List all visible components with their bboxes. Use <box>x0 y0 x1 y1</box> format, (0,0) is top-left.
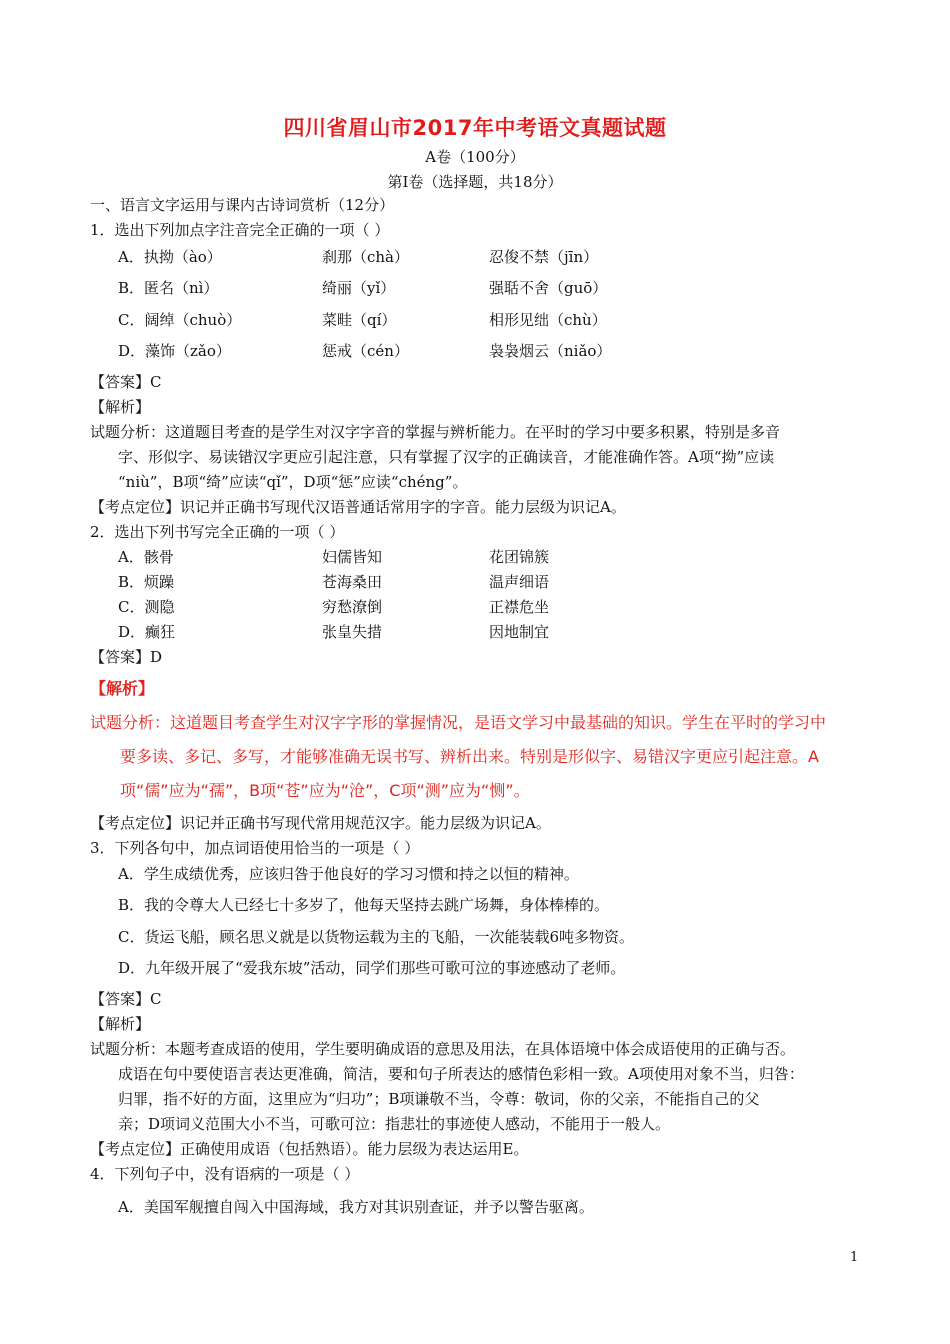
q4-option-a: A．美国军舰擅自闯入中国海域，我方对其识别查证，并予以警告驱离。 <box>118 1198 594 1216</box>
q2-option-c-1: C．测隐 <box>118 598 175 616</box>
q2-option-b-3: 温声细语 <box>489 573 550 591</box>
q1-stem: 1．选出下列加点字注音完全正确的一项（ ） <box>90 221 390 239</box>
q2-option-c-2: 穷愁潦倒 <box>322 598 383 616</box>
q1-analysis-line: 字、形似字、易读错汉字更应引起注意，只有掌握了汉字的正确读音，才能准确作答。A项“拗”应读 <box>118 448 775 466</box>
q3-option-b: B．我的令尊大人已经七十多岁了，他每天坚持去跳广场舞，身体棒棒的。 <box>118 896 610 914</box>
q3-point: 【考点定位】正确使用成语（包括熟语）。能力层级为表达运用E。 <box>90 1140 529 1158</box>
page-number: 1 <box>850 1250 859 1265</box>
q1-option-d-3: 袅袅烟云（niǎo） <box>489 342 612 360</box>
q2-option-a-2: 妇儒皆知 <box>322 548 383 566</box>
q4-stem: 4．下列句子中，没有语病的一项是（ ） <box>90 1165 360 1183</box>
q3-option-c: C．货运飞船，顾名思义就是以货物运载为主的飞船，一次能装载6吨多物资。 <box>118 928 635 946</box>
q2-option-d-3: 因地制宜 <box>489 623 550 641</box>
q1-option-c-2: 菜畦（qí） <box>322 311 397 329</box>
q3-analysis-line: 试题分析：本题考查成语的使用，学生要明确成语的意思及用法，在具体语境中体会成语使用的正确与否。 <box>90 1040 796 1058</box>
q1-option-d-1: D．藻饰（zǎo） <box>118 342 231 360</box>
q3-answer: 【答案】C <box>90 990 162 1008</box>
q3-analysis-label: 【解析】 <box>90 1015 151 1033</box>
q1-option-a-2: 刹那（chà） <box>322 248 410 266</box>
q1-analysis-label: 【解析】 <box>90 398 151 416</box>
q1-option-a-1: A．执拗（ào） <box>118 248 222 266</box>
q3-option-a: A．学生成绩优秀，应该归咎于他良好的学习习惯和持之以恒的精神。 <box>118 865 579 883</box>
volume-a-heading: A卷（100分） <box>425 148 525 166</box>
q1-point: 【考点定位】识记并正确书写现代汉语普通话常用字的字音。能力层级为识记A。 <box>90 498 626 516</box>
q2-option-d-1: D．癫狂 <box>118 623 176 641</box>
q3-analysis-line: 归罪，指不好的方面，这里应为“归功”；B项谦敬不当，令尊：敬词，你的父亲，不能指自己的父 <box>118 1090 760 1108</box>
q2-answer: 【答案】D <box>90 648 163 666</box>
q3-option-d: D．九年级开展了“爱我东坡”活动，同学们那些可歌可泣的事迹感动了老师。 <box>118 959 626 977</box>
q2-analysis-line: 项“儒”应为“孺”，B项“苍”应为“沧”，C项“测”应为“恻”。 <box>120 781 530 800</box>
q2-point: 【考点定位】识记并正确书写现代常用规范汉字。能力层级为识记A。 <box>90 814 551 832</box>
q1-option-a-3: 忍俊不禁（jīn） <box>489 248 599 266</box>
q2-option-d-2: 张皇失措 <box>322 623 383 641</box>
section-heading: 一、语言文字运用与课内古诗词赏析（12分） <box>90 196 395 214</box>
q1-option-c-3: 相形见绌（chù） <box>489 311 607 329</box>
q2-stem: 2．选出下列书写完全正确的一项（ ） <box>90 523 345 541</box>
q2-option-c-3: 正襟危坐 <box>489 598 550 616</box>
q1-option-c-1: C．阔绰（chuò） <box>118 311 242 329</box>
q1-analysis-line: “niù”，B项“绮”应读“qǐ”，D项“惩”应读“chéng”。 <box>118 473 468 491</box>
q1-option-d-2: 惩戒（cén） <box>322 342 409 360</box>
q3-stem: 3．下列各句中，加点词语使用恰当的一项是（ ） <box>90 839 420 857</box>
q1-option-b-2: 绮丽（yǐ） <box>322 279 396 297</box>
page-title: 四川省眉山市2017年中考语文真题试题 <box>283 116 667 140</box>
q1-analysis-line: 试题分析：这道题目考查的是学生对汉字字音的掌握与辨析能力。在平时的学习中要多积累，特别是多音 <box>90 423 781 441</box>
q2-option-a-3: 花团锦簇 <box>489 548 550 566</box>
part-one-heading: 第Ⅰ卷（选择题，共18分） <box>387 173 563 191</box>
q3-analysis-line: 成语在句中要使语言表达更准确，简洁，要和句子所表达的感情色彩相一致。A项使用对象不当，归咎： <box>118 1065 804 1083</box>
q1-option-b-3: 强聒不舍（guō） <box>489 279 608 297</box>
q3-analysis-line: 亲；D项词义范围大小不当，可歌可泣：指悲壮的事迹使人感动，不能用于一般人。 <box>118 1115 671 1133</box>
q2-analysis-line: 要多读、多记、多写，才能够准确无误书写、辨析出来。特别是形似字、易错汉字更应引起注意。A <box>120 747 819 766</box>
q2-analysis-line: 试题分析：这道题目考查学生对汉字字形的掌握情况，是语文学习中最基础的知识。学生在平时的学习中 <box>90 713 827 732</box>
q2-option-a-1: A．骸骨 <box>118 548 174 566</box>
q1-answer: 【答案】C <box>90 373 162 391</box>
q1-option-b-1: B．匿名（nì） <box>118 279 219 297</box>
q2-option-b-2: 苍海桑田 <box>322 573 383 591</box>
q2-analysis-label: 【解析】 <box>90 679 155 698</box>
q2-option-b-1: B．烦躁 <box>118 573 175 591</box>
